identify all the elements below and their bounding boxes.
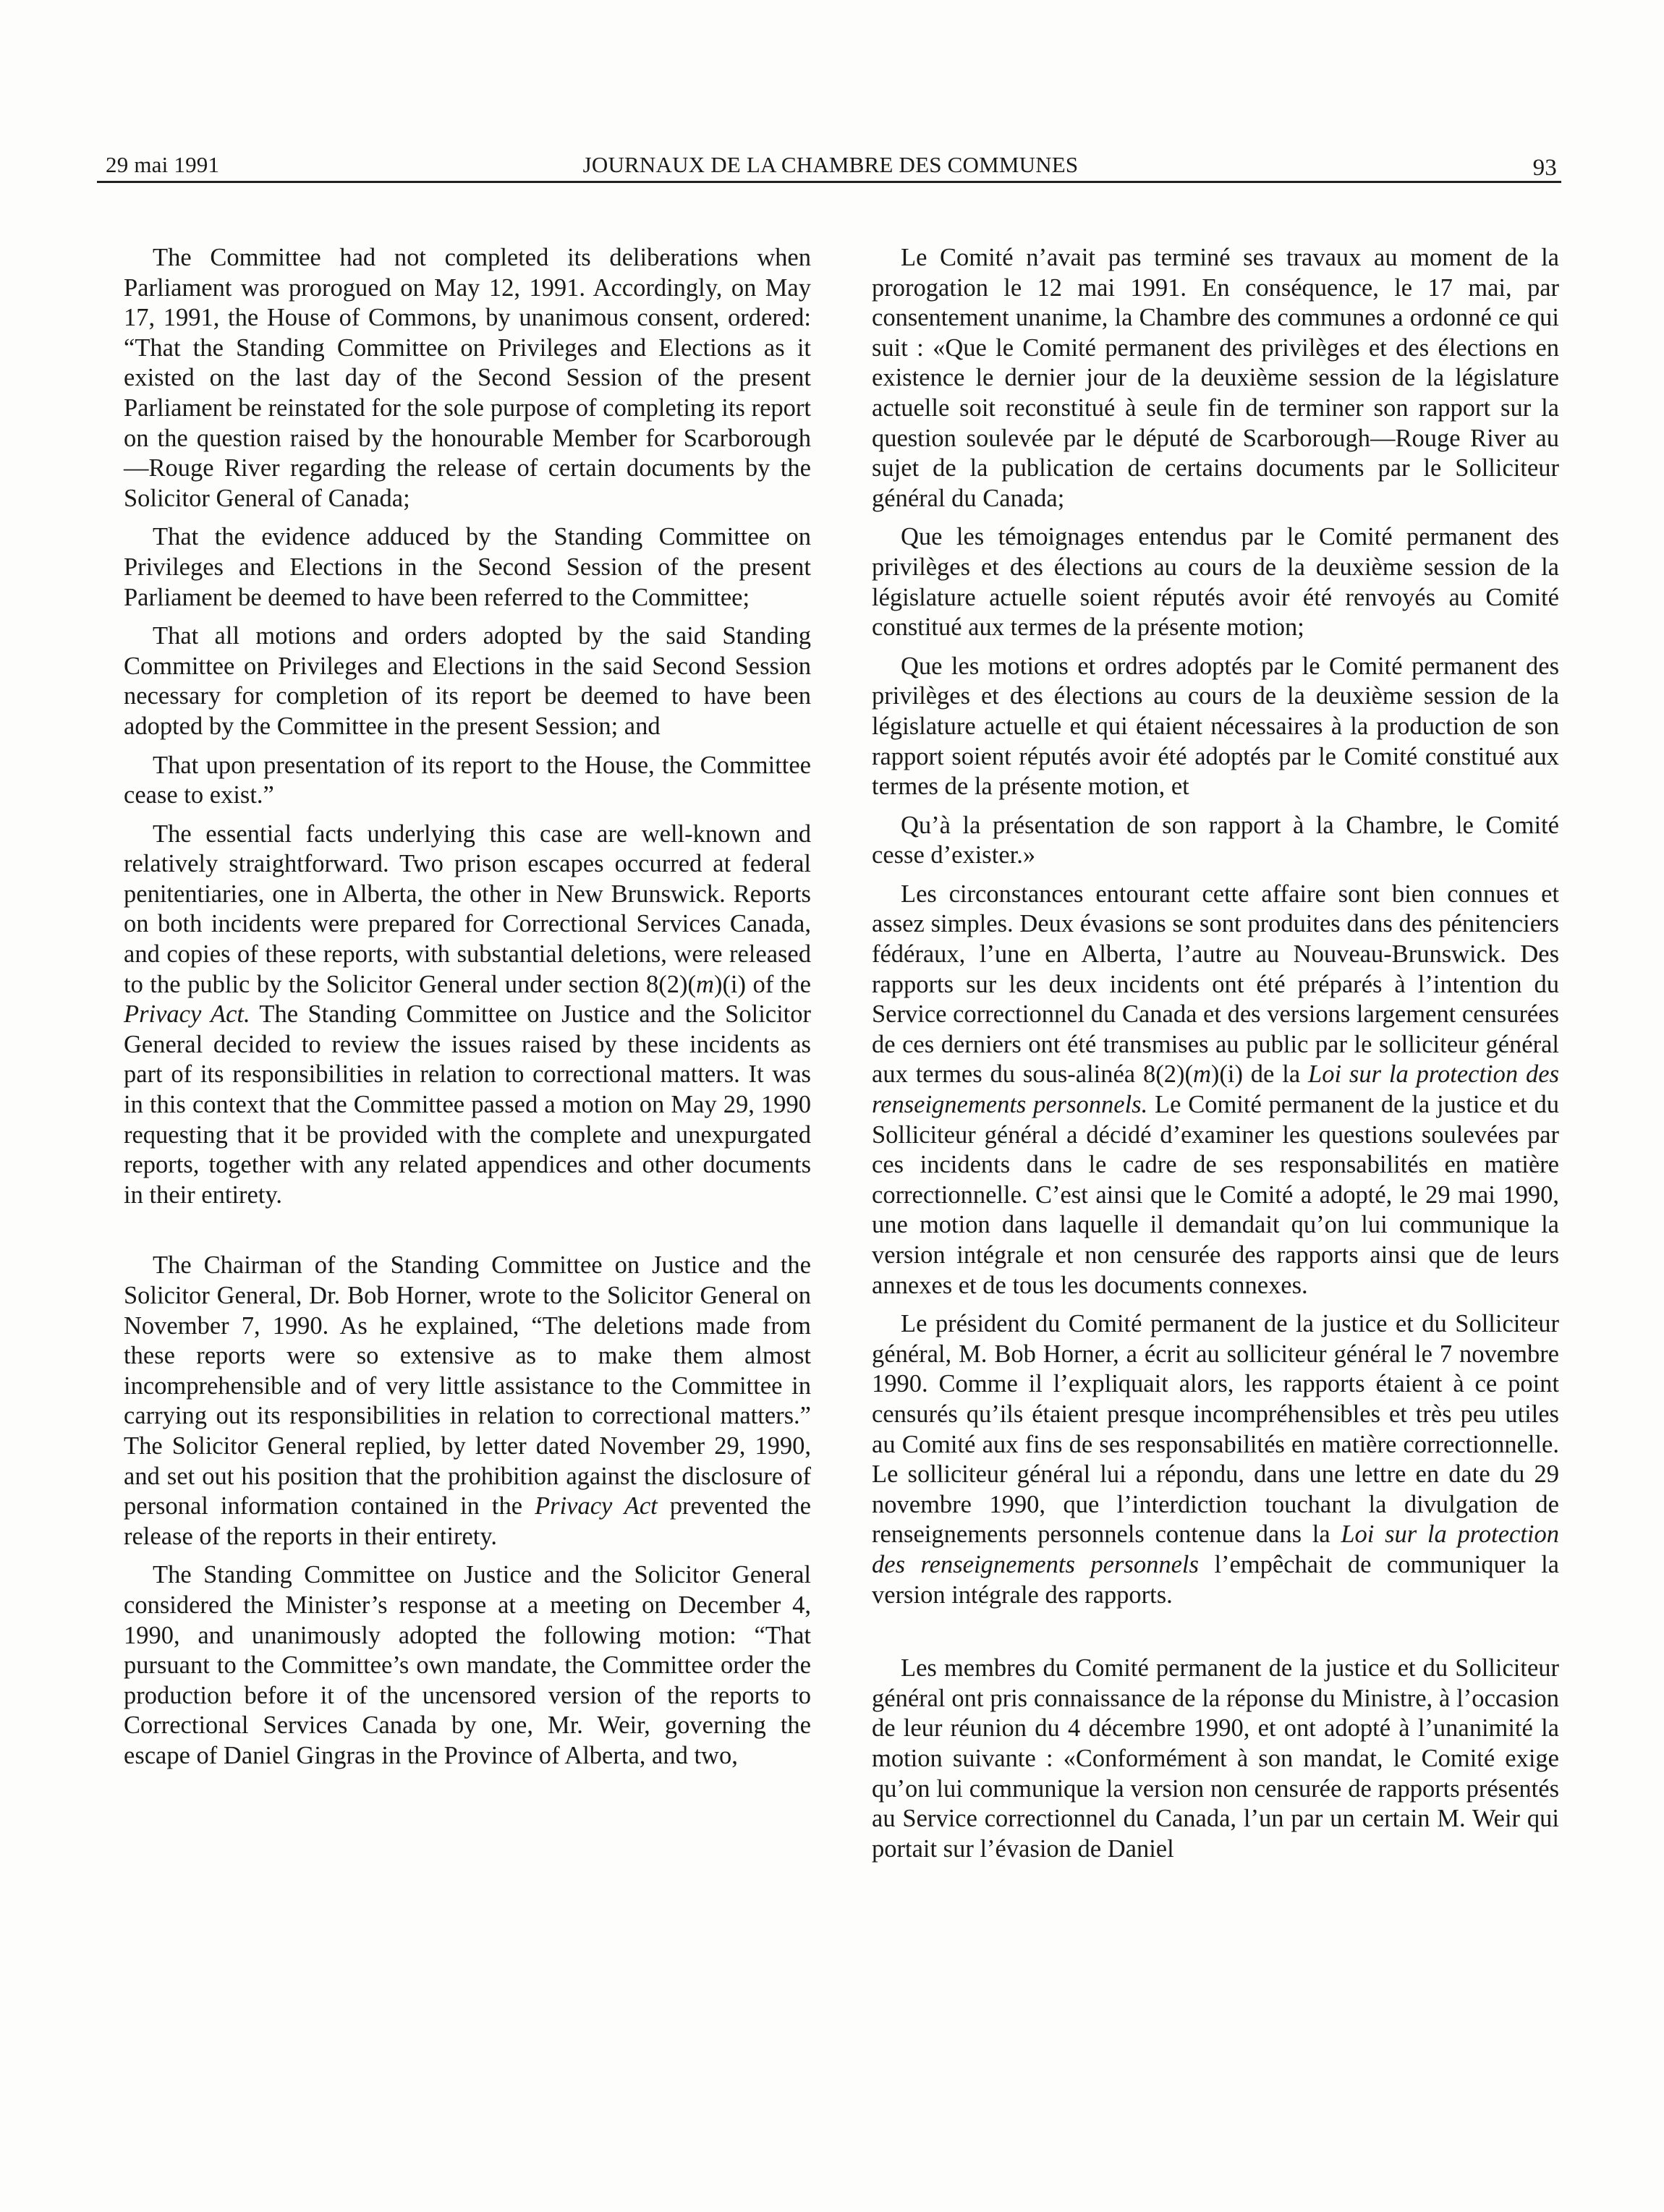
- page-number: 93: [1532, 155, 1557, 181]
- fr-paragraph-7: Les membres du Comité permanent de la justice et du Solliciteur général ont pris connaissance de la réponse du Ministre, à l’occasion de leur réunion du 4 décembre 1990, et ont adopté à l’unanimité la motion suivante : «Conformément à son mandat, le Comité exige qu’on lui communique la version non censurée de rapports présentés au Service correctionnel du Canada, l’un par un certain M. Weir qui portait sur l’évasion de Daniel: [872, 1654, 1559, 1863]
- fr-p6-text-b: l’empêchait de communiquer la version intégrale des rapports.: [872, 1550, 1559, 1609]
- fr-paragraph-6: [872, 1309, 1559, 1610]
- fr-p5-m: m: [1192, 1060, 1211, 1089]
- en-privacy-act-title-2: Privacy Act: [535, 1492, 658, 1520]
- fr-p5-text-b: )(i) de la: [1210, 1060, 1309, 1089]
- header-title: JOURNAUX DE LA CHAMBRE DES COMMUNES: [582, 152, 1079, 177]
- en-paragraph-7: The Standing Committee on Justice and the Solicitor General considered the Minister’s response at a meeting on December 4, 1990, and unanimously adopted the following motion: “That pursuant to the Committee’s own mandate, the Committee order the production before it of the uncensored version of the reports to Correctional Services Canada by one, Mr. Weir, governing the escape of Daniel Gingras in the Province of Alberta, and two,: [124, 1561, 811, 1769]
- fr-paragraph-5: Les circonstances entourant cette affaire sont bien connues et assez simples. Deux évasions se sont produites dans des pénitenciers fédéraux, l’une en Alberta, l’autre au Nouveau-Brunswick. Des rapports sur les deux incidents ont été préparés à l’intention du Service correctionnel du Canada et des versions largement censurées de ces derniers ont été transmises au public par le solliciteur général aux termes du sous-alinéa 8(2)(m)(i) de la Loi sur la protection des renseignements personnels. Le Comité permanent de la justice et du Solliciteur général a décidé d’examiner les questions soulevées par ces incidents dans le cadre de ses responsabilités en matière correctionnelle. C’est ainsi que le Comité a adopté, le 29 mai 1990, une motion dans laquelle il demandait qu’on lui communique la version intégrale et non censurée des rapports ainsi que de leurs annexes et de tous les documents connexes.: [872, 880, 1559, 1299]
- en-p5-text-c: The Standing Committee on Justice and the Solicitor General decided to review the issues raised by these incidents as part of its responsibilities in relation to correctional matters. It was in this context that the Committee passed a motion on May 29, 1990 requesting that it be provided with the complete and unexpurgated reports, together with any related appendices and other documents in their entirety.: [124, 1000, 812, 1209]
- en-paragraph-3: That all motions and orders adopted by the said Standing Committee on Privileges and Elections in the said Second Session necessary for completion of its report be deemed to have been adopted by the Committee in the present Session; and: [124, 622, 811, 740]
- french-column: [872, 243, 1559, 1873]
- fr-paragraph-4: Qu’à la présentation de son rapport à la Chambre, le Comité cesse d’exister.»: [872, 811, 1559, 869]
- en-p6-text-b: prevented the release of the reports in their entirety.: [124, 1492, 811, 1550]
- fr-paragraph-1: Le Comité n’avait pas terminé ses travaux au moment de la prorogation le 12 mai 1991. En conséquence, le 17 mai, par consentement unanime, la Chambre des communes a ordonné ce qui suit : «Que le Comité permanent des privilèges et des élections en existence le dernier jour de la deuxième session de la législature actuelle soit reconstitué à seule fin de terminer son rapport sur la question soulevée par le député de Scarborough—Rouge River au sujet de la publication de certains documents par le Solliciteur général du Canada;: [872, 244, 1559, 512]
- en-paragraph-1: The Committee had not completed its deliberations when Parliament was prorogued on May 12, 1991. Accordingly, on May 17, 1991, the House of Commons, by unanimous consent, ordered: “That the Standing Committee on Privileges and Elections as it existed on the last day of the Second Session of the present Parliament be reinstated for the sole purpose of completing its report on the question raised by the honourable Member for Scarborough—Rouge River regarding the release of certain documents by the Solicitor General of Canada;: [124, 244, 811, 512]
- fr-p6-text-a: Le président du Comité permanent de la justice et du Solliciteur général, M. Bob Horner, a écrit au solliciteur général le 7 novembre 1990. Comme il l’expliquait alors, les rapports étaient à ce point censurés qu’ils étaient presque incompréhensibles et très peu utiles au Comité aux fins de ses responsabilités en matière correctionnelle. Le solliciteur général lui a répondu, dans une lettre en date du 29 novembre 1990, que l’interdiction touchant la divulgation de renseignements personnels contenue dans la: [872, 1310, 1559, 1549]
- running-head: [101, 148, 1560, 182]
- header-rule: [97, 181, 1561, 183]
- en-paragraph-4: That upon presentation of its report to the House, the Committee cease to exist.”: [124, 751, 811, 809]
- en-paragraph-5: [124, 820, 811, 1211]
- fr-p5-text-a: Les circonstances entourant cette affaire sont bien connues et assez simples. Deux évasions se sont produites dans des pénitenciers fédéraux, l’une en Alberta, l’autre au Nouveau-Brunswick. Des rapports sur les deux incidents ont été préparés à l’intention du Service correctionnel du Canada et des versions largement censurées de ces derniers ont été transmises au public par le solliciteur général aux termes du sous-alinéa 8(2): [872, 880, 1559, 1089]
- fr-privacy-act-title: Loi sur la protection des renseignements personnels.: [872, 1060, 1559, 1119]
- en-paragraph-6: [124, 1251, 811, 1552]
- en-privacy-act-title: Privacy Act.: [124, 1000, 250, 1029]
- en-p5-text-a: The essential facts underlying this case are well-known and relatively straightforward. Two prison escapes occurred at federal penitentiaries, one in Alberta, the other in New Brunswick. Reports on both incidents were prepared for Correctional Services Canada, and copies of these reports, with substantial deletions, were released to the public by the Solicitor General under section 8(2)(: [124, 820, 811, 998]
- en-p5-text-b: )(i) of the: [713, 970, 811, 998]
- fr-p5-text-c: Le Comité permanent de la justice et du Solliciteur général a décidé d’examiner les questions soulevées par ces incidents dans le cadre de ses responsabilités en matière correctionnelle. C’est ainsi que le Comité a adopté, le 29 mai 1990, une motion dans laquelle il demandait qu’on lui communique la version intégrale et non censurée des rapports ainsi que de leurs annexes et de tous les documents connexes.: [872, 1091, 1559, 1299]
- fr-privacy-act-title-2: Loi sur la protection des renseignements personnels: [872, 1520, 1559, 1578]
- header-date: 29 mai 1991: [106, 152, 220, 177]
- english-column: [124, 243, 811, 1780]
- en-paragraph-2: That the evidence adduced by the Standing Committee on Privileges and Elections in the Second Session of the present Parliament be deemed to have been referred to the Committee;: [124, 523, 811, 611]
- fr-paragraph-3: Que les motions et ordres adoptés par le Comité permanent des privilèges et des élections au cours de la deuxième session de la législature actuelle et qui étaient nécessaires à la production de son rapport soient réputés avoir été adoptés par le Comité constitué aux termes de la présente motion, et: [872, 652, 1559, 801]
- fr-paragraph-2: Que les témoignages entendus par le Comité permanent des privilèges et des élections au cours de la deuxième session de la législature actuelle soient réputés avoir été renvoyés au Comité constitué aux termes de la présente motion;: [872, 523, 1559, 642]
- en-p5-m: m: [696, 970, 714, 998]
- en-p6-text-a: The Chairman of the Standing Committee on Justice and the Solicitor General, Dr. Bob Horner, wrote to the Solicitor General on November 7, 1990. As he explained, “The deletions made from these reports were so extensive as to make them almost incomprehensible and of very little assistance to the Committee in carrying out its responsibilities in relation to correctional matters.” The Solicitor General replied, by letter dated November 29, 1990, and set out his position that the prohibition against the disclosure of personal information contained in the: [124, 1251, 811, 1520]
